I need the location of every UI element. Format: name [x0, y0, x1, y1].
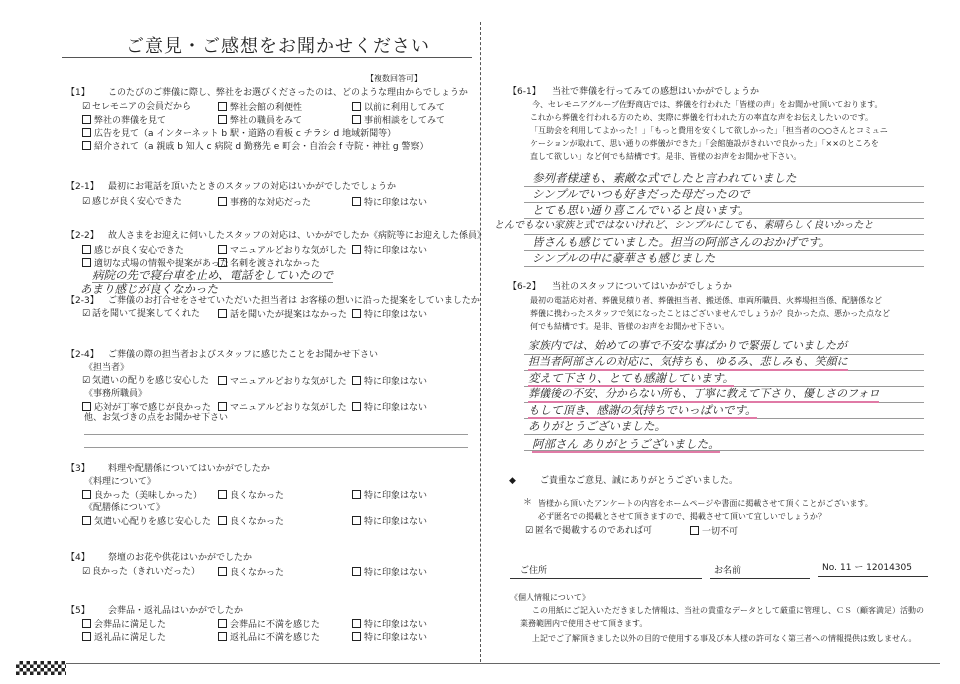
q3-option[interactable]: 良かった（美味しかった） — [82, 490, 202, 502]
q3-option[interactable]: 特に印象はない — [352, 516, 427, 528]
checkbox[interactable] — [218, 619, 227, 628]
q6-1-handwritten-comment: 参列者様達も、素敵な式でしたと言われていました — [532, 171, 797, 185]
q6-2-handwritten-comment: 葬儀後の不安、分からない所も、丁寧に教えて下さり、優しさのフォロ — [528, 387, 879, 403]
q6-1-handwritten-comment: とても思い通り喜こんでいると良います。 — [532, 203, 750, 217]
q6-1-number: 【6-1】 — [508, 87, 541, 97]
q6-1-description: 直して欲しい」など何でも結構です。是非、皆様のお声をお聞かせ下さい。 — [530, 152, 802, 161]
q2-4-option[interactable]: マニュアルどおりな気がした — [218, 402, 347, 414]
multi-answer-note: 【複数回答可】 — [366, 74, 422, 83]
checkbox[interactable] — [82, 632, 91, 641]
checkbox[interactable] — [218, 490, 227, 499]
answer-line — [84, 447, 468, 448]
number-field-line — [818, 576, 928, 577]
publish-question: 皆様から頂いたアンケートの内容をホームページや書面に掲載させて頂くことがございます。 — [538, 499, 873, 508]
q4-number: 【4】 — [66, 553, 90, 563]
checkbox[interactable] — [218, 402, 227, 411]
checkbox[interactable] — [352, 197, 361, 206]
q2-1-option[interactable]: ☑ 感じが良く安心できた — [82, 197, 183, 207]
q4-text: 祭壇のお花や供花はいかがでしたか — [108, 553, 253, 563]
privacy-text: 業務範囲内で使用させて頂きます。 — [520, 619, 648, 628]
q6-2-text: 当社のスタッフについてはいかがでしょうか — [552, 282, 732, 292]
q3-option[interactable]: 気遣い心配りを感じ安心した — [82, 516, 211, 528]
checkbox[interactable] — [352, 115, 361, 124]
checkbox[interactable] — [352, 245, 361, 254]
q2-2-option[interactable]: 特に印象はない — [352, 245, 427, 257]
title-rule — [62, 57, 472, 58]
checkbox[interactable] — [218, 376, 227, 385]
q5-option[interactable]: 特に印象はない — [352, 619, 427, 631]
q1-option[interactable]: 弊社の葬儀を見て — [82, 115, 166, 127]
q1-option[interactable]: 弊社の職員をみて — [218, 115, 302, 127]
answer-line — [524, 434, 924, 435]
q2-4-option[interactable]: 応対が丁寧で感じが良かった — [82, 402, 211, 414]
checkbox[interactable] — [218, 258, 227, 267]
scan-marker — [16, 661, 66, 675]
privacy-title: 《個人情報について》 — [510, 593, 590, 602]
checkbox[interactable] — [218, 197, 227, 206]
q2-3-option[interactable]: 特に印象はない — [352, 309, 427, 321]
center-divider — [480, 22, 481, 662]
q2-2-text: 故人さまをお迎えに伺いしたスタッフの対応は、いかがでしたか《病院等にお迎えした係員》 — [108, 231, 487, 241]
q6-2-description: 最初の電話応対者、葬儀見積り者、葬儀担当者、搬送係、車両所職員、火葬場担当係、配膳係など — [530, 296, 882, 305]
number-label: No. — [822, 563, 837, 573]
q2-4-option[interactable]: 特に印象はない — [352, 402, 427, 414]
q2-4-option[interactable]: ☑ 気遣いの配りを感じ安心した — [82, 376, 210, 386]
checkbox[interactable] — [352, 632, 361, 641]
q6-2-handwritten-thanks: 阿部さん ありがとうございました。 — [532, 437, 720, 451]
address-field-line[interactable] — [510, 578, 702, 579]
checkbox[interactable] — [218, 115, 227, 124]
q2-2-option[interactable]: 名刺を渡されなかった — [218, 258, 320, 270]
checkbox[interactable] — [82, 619, 91, 628]
q2-2-option[interactable]: マニュアルどおりな気がした — [218, 245, 347, 257]
answer-line — [84, 434, 468, 435]
check-mark-icon: ☑ — [525, 526, 534, 536]
q1-number: 【1】 — [66, 88, 90, 98]
checkbox[interactable] — [352, 516, 361, 525]
privacy-text: この用紙にご記入いただきました情報は、当社の貴重なデータとして厳重に管理し、ＣＳ（顧客満足）活動の — [532, 606, 924, 615]
name-field-line[interactable] — [710, 578, 810, 579]
q3-sub-heading: 《配膳係について》 — [84, 503, 165, 513]
q3-number: 【3】 — [66, 464, 90, 474]
q2-1-text: 最初にお電話を頂いたときのスタッフの対応はいかがでしたでしょうか — [108, 182, 397, 192]
q4-option[interactable]: 良くなかった — [218, 567, 284, 579]
checkbox[interactable] — [352, 309, 361, 318]
checkbox[interactable] — [82, 128, 91, 137]
checkbox[interactable] — [82, 115, 91, 124]
q3-option[interactable]: 良くなかった — [218, 490, 284, 502]
check-mark-icon: ☑ — [82, 102, 91, 112]
q2-2-handwritten-comment: あまり感じが良くなかった — [80, 282, 218, 296]
q6-2-handwritten-comment: ありがとうございました。 — [528, 419, 666, 433]
q2-2-number: 【2-2】 — [66, 231, 99, 241]
q2-1-option[interactable]: 事務的な対応だった — [218, 197, 311, 209]
check-mark-icon: ☑ — [82, 567, 91, 577]
q6-2-handwritten-comment: 担当者阿部さんの対応に、気持ちも、ゆるみ、悲しみも、笑顔に — [528, 355, 848, 371]
q2-4-option[interactable]: 特に印象はない — [352, 376, 427, 388]
checkbox[interactable] — [82, 141, 91, 150]
q4-option[interactable]: 特に印象はない — [352, 567, 427, 579]
q1-option[interactable]: 広告を見て（a インターネット b 駅・道路の看板 c チラシ d 地域新聞等） — [82, 128, 396, 140]
checkbox[interactable] — [82, 516, 91, 525]
q5-option[interactable]: 会葬品に満足した — [82, 619, 166, 631]
q2-3-option[interactable]: ☑ 話を聞いて提案してくれた — [82, 309, 201, 319]
asterisk-icon: ＊ — [523, 498, 533, 508]
checkbox[interactable] — [352, 490, 361, 499]
checkbox[interactable] — [218, 245, 227, 254]
checkbox[interactable] — [352, 402, 361, 411]
q2-2-option[interactable]: 感じが良く安心できた — [82, 245, 184, 257]
page-title: ご意見・ご感想をお聞かせください — [126, 36, 430, 57]
answer-line — [524, 266, 924, 267]
q1-option[interactable]: ☑ セレモニアの会員だから — [82, 102, 192, 112]
checkbox[interactable] — [218, 632, 227, 641]
checkbox[interactable] — [218, 309, 227, 318]
q2-2-handwritten-comment: 病院の先で寝台車を止め、電話をしていたので — [92, 268, 334, 282]
q6-2-number: 【6-2】 — [508, 282, 541, 292]
q5-option[interactable]: 返礼品に不満を感じた — [218, 632, 320, 644]
q6-1-description: 今、セレモニアグループ佐野商店では、葬儀を行われた「皆様の声」をお聞かせ頂いております。 — [532, 100, 883, 109]
q4-option[interactable]: ☑ 良かった（きれいだった） — [82, 567, 201, 577]
q2-2-option[interactable]: 適切な式場の情報や提案があった — [82, 258, 229, 270]
q6-1-description: これから葬儀を行われる方のため、実際に葬儀を行われた方の率直な声をお伝えしたいのです。 — [530, 113, 874, 122]
q6-1-description: ケーションが取れて、思い通りの葬儀ができた」「会館施設がきれいで良かった」「××のところを — [530, 139, 879, 148]
q2-1-option[interactable]: 特に印象はない — [352, 197, 427, 209]
checkbox[interactable] — [690, 526, 699, 535]
q2-4-option[interactable]: マニュアルどおりな気がした — [218, 376, 347, 388]
checkbox[interactable] — [352, 376, 361, 385]
q5-number: 【5】 — [66, 606, 90, 616]
q3-option[interactable]: 良くなかった — [218, 516, 284, 528]
checkbox[interactable] — [82, 490, 91, 499]
q5-option[interactable]: 特に印象はない — [352, 632, 427, 644]
checkbox[interactable] — [218, 102, 227, 111]
name-label: お名前 — [714, 566, 742, 576]
q3-option[interactable]: 特に印象はない — [352, 490, 427, 502]
q6-2-handwritten-comment: 変えて下さり、とても感謝しています。 — [528, 371, 735, 385]
checkbox[interactable] — [82, 245, 91, 254]
q1-option[interactable]: 以前に利用してみて — [352, 102, 445, 114]
check-mark-icon: ☑ — [82, 197, 91, 207]
q1-text: このたびのご葬儀に際し、弊社をお選びくださったのは、どのような理由からでしょうか — [108, 88, 468, 98]
q5-option[interactable]: 返礼品に満足した — [82, 632, 166, 644]
q2-1-number: 【2-1】 — [66, 182, 99, 192]
bottom-edge — [20, 663, 940, 664]
q6-2-handwritten-comment: もして頂き、感謝の気持ちでいっぱいです。 — [528, 403, 757, 417]
q2-4-other-prompt: 他、お気づきの点をお聞かせ下さい — [84, 413, 229, 423]
q6-1-handwritten-comment: とんでもない家族と式ではないけれど、シンプルにしても、素晴らしく良いかったと — [494, 220, 874, 231]
q2-3-text: ご葬儀のお打合せをさせていただいた担当者は お客様の想いに沿った提案をしていましたか — [108, 296, 480, 306]
q2-3-number: 【2-3】 — [66, 296, 99, 306]
thanks-message: ご貴重なご意見、誠にありがとうございました。 — [540, 476, 739, 486]
checkbox[interactable] — [352, 619, 361, 628]
q1-option[interactable]: 紹介されて（a 親戚 b 知人 c 病院 d 勤務先 e 町会・自治会 f 寺院・神社 g 警察） — [82, 141, 429, 153]
q2-4-sub-heading: 《担当者》 — [84, 363, 130, 373]
publish-option-refuse[interactable]: 一切不可 — [690, 526, 738, 538]
checkbox[interactable] — [218, 567, 227, 576]
q6-1-handwritten-comment: シンプルでいつも好きだった母だったので — [532, 187, 750, 201]
q1-option[interactable]: 弊社会館の利便性 — [218, 102, 302, 114]
publish-question: 必ず匿名での掲載とさせて頂きますので、掲載させて頂いて宜しいでしょうか？ — [538, 512, 826, 521]
q6-1-description: 「互助会を利用してよかった！」「もっと費用を安くして欲しかった」「担当者の○○さんとコミュニ — [530, 126, 888, 135]
q6-2-description: 葬儀に携わったスタッフで気になったことはございませんでしょうか？良かった点、悪かった点など — [530, 309, 891, 318]
diamond-icon: ◆ — [509, 476, 516, 486]
q6-1-text: 当社で葬儀を行ってみての感想はいかがでしょうか — [552, 87, 760, 97]
q3-text: 料理や配膳係についてはいかがでしたか — [108, 464, 270, 474]
q5-text: 会葬品・返礼品はいかがでしたか — [108, 606, 244, 616]
q2-4-sub-heading: 《事務所職員》 — [84, 389, 148, 399]
checkbox[interactable] — [82, 258, 91, 267]
q6-2-handwritten-comment: 家族内では、始めての事で不安な事ばかりで緊張していましたが — [528, 339, 847, 352]
checkbox[interactable] — [218, 516, 227, 525]
q2-4-text: ご葬儀の際の担当者およびスタッフに感じたことをお聞かせ下さい — [108, 350, 379, 360]
address-label: ご住所 — [520, 566, 548, 576]
privacy-text: 上記でご了解頂きました以外の目的で使用する事及び本人様の許可なく第三者への情報提供は致しません。 — [532, 634, 917, 643]
q1-option[interactable]: 事前相談をしてみて — [352, 115, 445, 127]
publish-option-anonymous[interactable]: ☑ 匿名で掲載するのであれば可 — [525, 526, 653, 536]
checkbox[interactable] — [352, 567, 361, 576]
q6-2-description: 何でも結構です。是非、皆様のお声をお聞かせ下さい。 — [530, 322, 730, 331]
q3-sub-heading: 《料理について》 — [84, 477, 156, 487]
q6-1-handwritten-comment: シンプルの中に豪華さも感じました — [532, 251, 716, 265]
checkbox[interactable] — [352, 102, 361, 111]
check-mark-icon: ☑ — [82, 376, 91, 386]
q5-option[interactable]: 会葬品に不満を感じた — [218, 619, 320, 631]
q6-1-handwritten-comment: 皆さんも感じていました。担当の阿部さんのおかげです。 — [532, 235, 831, 249]
check-mark-icon: ☑ — [82, 309, 91, 319]
q2-4-number: 【2-4】 — [66, 350, 99, 360]
number-value: 11 ー 12014305 — [840, 563, 912, 573]
checkbox[interactable] — [82, 402, 91, 411]
q2-3-option[interactable]: 話を聞いたが提案はなかった — [218, 309, 347, 321]
